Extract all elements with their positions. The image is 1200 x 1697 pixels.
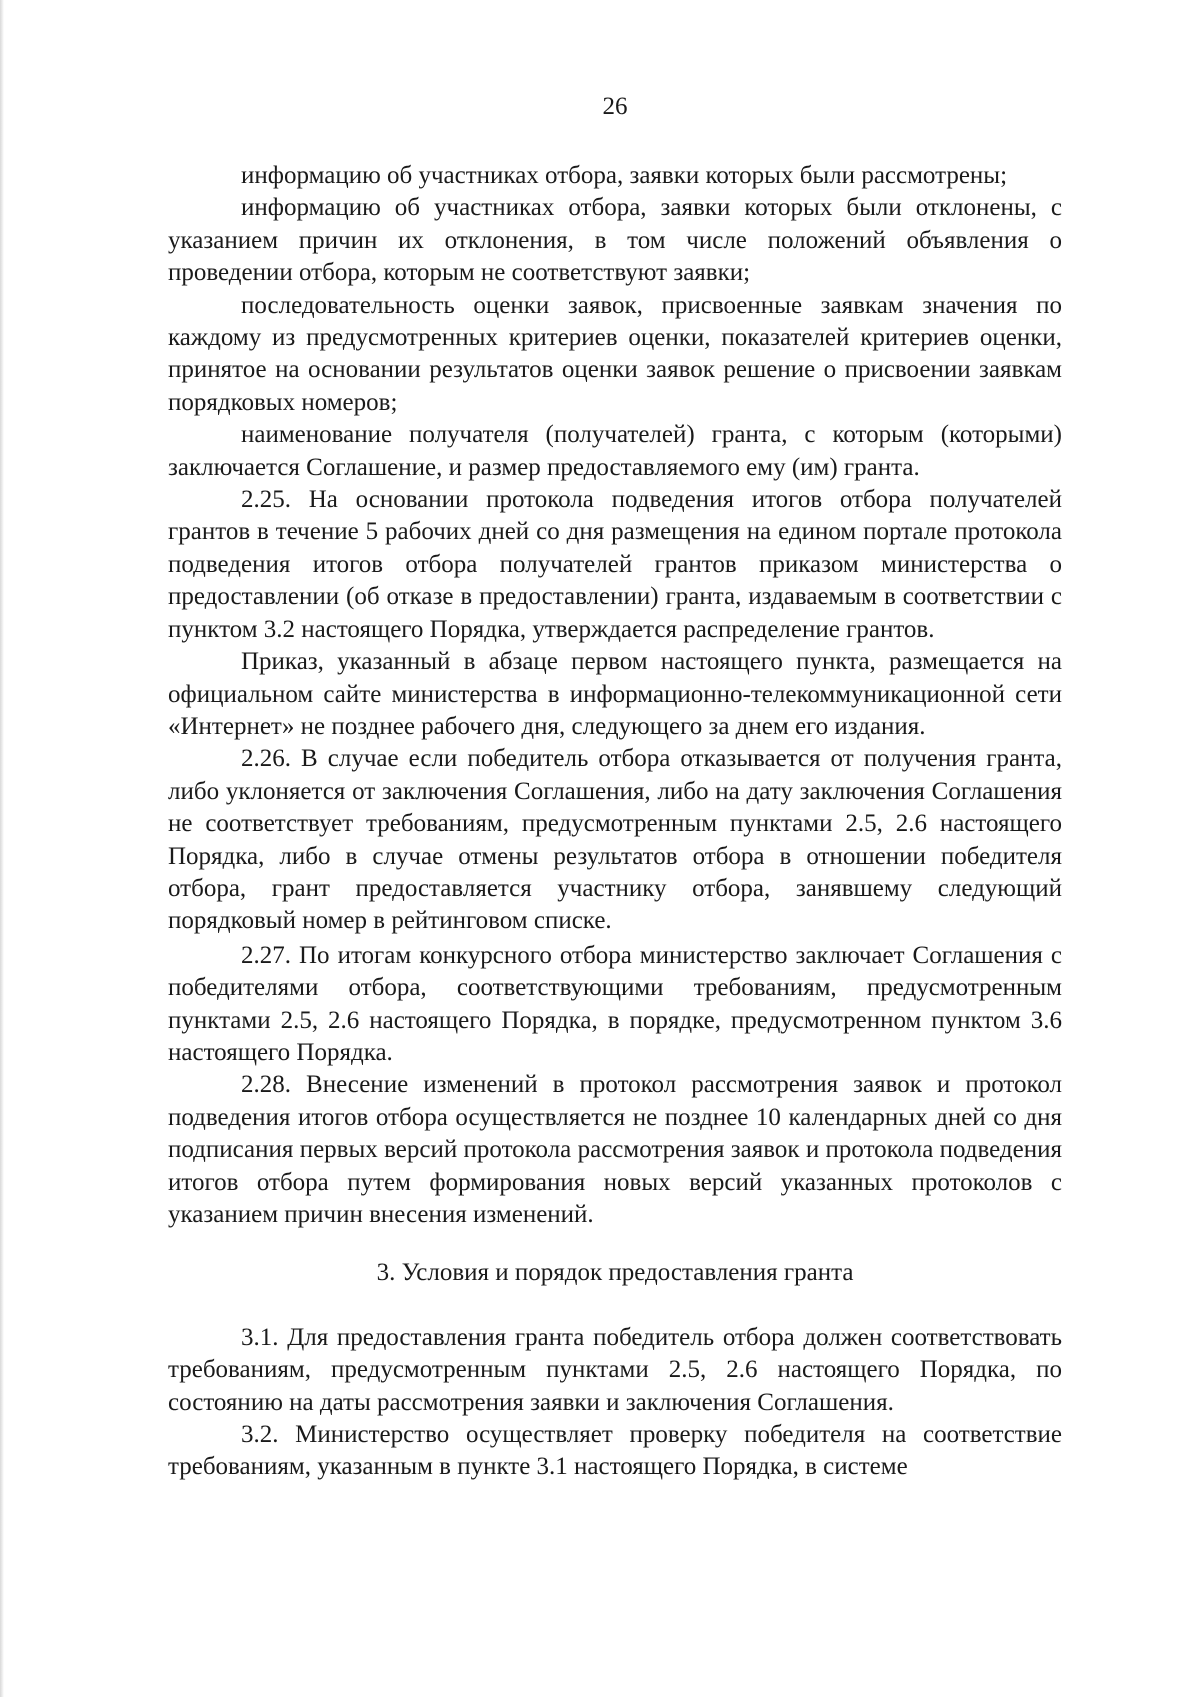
paragraph-2-26: 2.26. В случае если победитель отбора отказывается от получения гранта, либо уклоняется от заключения Соглашения, либо на дату заключения Соглашения не соответствует требованиям, предусмотренным пунктами 2.5, 2.6 настоящего Порядка, либо в случае отмены результатов отбора в отношении победителя отбора, грант предоставляется участнику отбора, занявшему следующий порядковый номер в рейтинговом списке. [168,745,1062,935]
document-body [168,160,1062,1484]
scan-edge [0,0,4,1697]
paragraph-3-2: 3.2. Министерство осуществляет проверку победителя на соответствие требованиям, указанным в пункте 3.1 настоящего Порядка, в системе [168,1421,1062,1481]
paragraph: информацию об участниках отбора, заявки которых были отклонены, с указанием причин их отклонения, в том числе положений объявления о проведении отбора, которым не соответствуют заявки; [168,194,1062,287]
paragraph: Приказ, указанный в абзаце первом настоящего пункта, размещается на официальном сайте министерства в информационно-телекоммуникационной сети «Интернет» не позднее рабочего дня, следующего за днем его издания. [168,648,1062,740]
paragraph: последовательность оценки заявок, присвоенные заявкам значения по каждому из предусмотренных критериев оценки, показателей критериев оценки, принятое на основании результатов оценки заявок решение о присвоении заявкам порядковых номеров; [168,291,1062,416]
paragraph-2-28: 2.28. Внесение изменений в протокол рассмотрения заявок и протокол подведения итогов отбора осуществляется не позднее 10 календарных дней со дня подписания первых версий протокола рассмотрения заявок и протокола подведения итогов отбора путем формирования новых версий указанных протоколов с указанием причин внесения изменений. [168,1071,1062,1228]
paragraph: наименование получателя (получателей) гранта, с которым (которыми) заключается Соглашение, и размер предоставляемого ему (им) гранта. [168,421,1062,481]
paragraph-2-25: 2.25. На основании протокола подведения итогов отбора получателей грантов в течение 5 рабочих дней со дня размещения на едином портале протокола подведения итогов отбора получателей грантов приказом министерства о предоставлении (об отказе в предоставлении) гранта, издаваемым в соответствии с пунктом 3.2 настоящего Порядка, утверждается распределение грантов. [168,486,1062,643]
paragraph-3-1: 3.1. Для предоставления гранта победитель отбора должен соответствовать требованиям, предусмотренным пунктами 2.5, 2.6 настоящего Порядка, по состоянию на даты рассмотрения заявки и заключения Соглашения. [168,1323,1062,1416]
section-heading: 3. Условия и порядок предоставления гранта [376,1259,854,1287]
paragraph: информацию об участниках отбора, заявки которых были рассмотрены; [241,162,1008,189]
paragraph-2-27: 2.27. По итогам конкурсного отбора министерство заключает Соглашения с победителями отбора, соответствующими требованиям, предусмотренным пунктами 2.5, 2.6 настоящего Порядка, в порядке, предусмотренном пунктом 3.6 настоящего Порядка. [168,941,1062,1066]
page-number: 26 [602,93,628,120]
